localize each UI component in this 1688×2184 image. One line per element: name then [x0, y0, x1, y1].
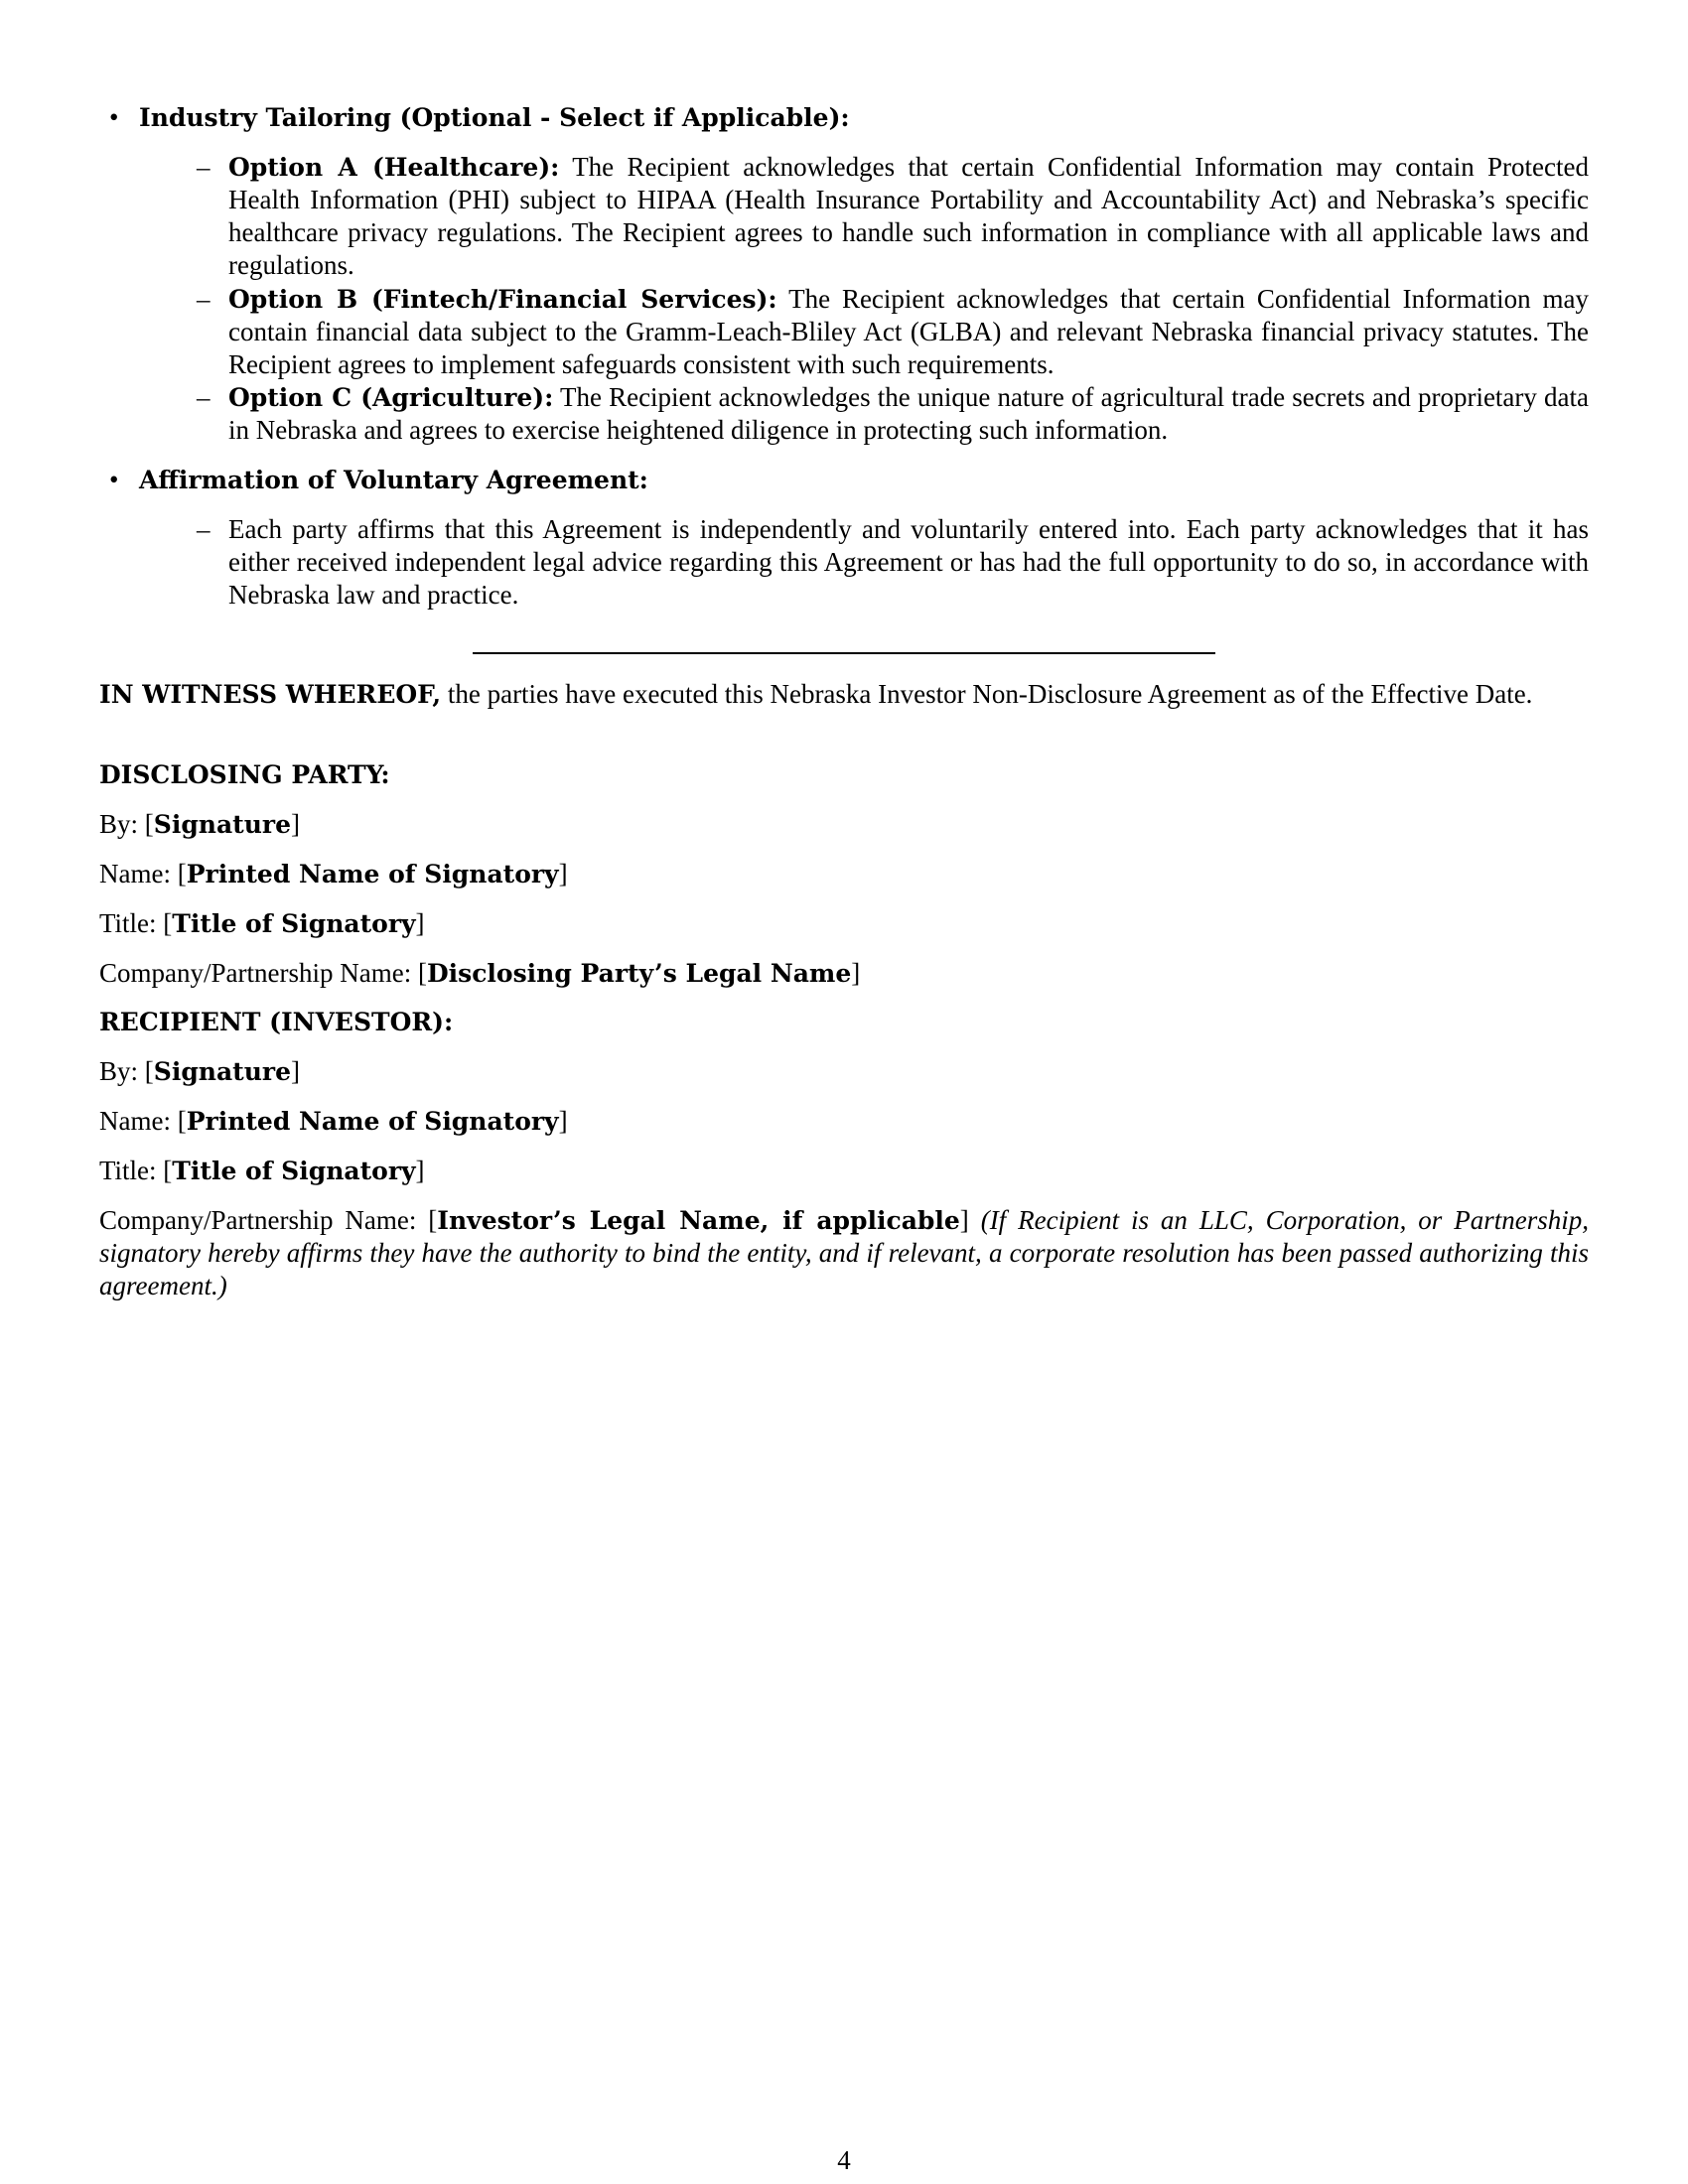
- page-number: 4: [837, 2145, 851, 2175]
- recipient-heading: [99, 1006, 1589, 1038]
- by-label: By:: [99, 1056, 139, 1086]
- dash-marker: –: [197, 284, 211, 314]
- witness-text: the parties have executed this Nebraska Investor Non-Disclosure Agreement as of the Effective Date.: [447, 679, 1533, 709]
- affirmation-subitem: [197, 513, 1589, 612]
- recipient-by-line: By: [Signature]: [99, 1056, 300, 1086]
- authority-note: (If Recipient is an LLC, Corporation, or Partnership, signatory hereby affirms they have the authority to bind the entity, and if relevant, a corporate resolution has been passed authorizing this agreement.): [99, 1205, 1589, 1300]
- title-label: Title:: [99, 908, 157, 938]
- option-c-item: [197, 381, 1589, 447]
- bullet-marker: •: [109, 102, 119, 132]
- witness-lead: IN WITNESS WHEREOF,: [99, 680, 442, 709]
- name-label: Name:: [99, 859, 171, 888]
- company-label: Company/Partnership Name:: [99, 1205, 417, 1235]
- affirmation-heading: Affirmation of Voluntary Agreement:: [139, 466, 648, 494]
- name-label: Name:: [99, 1106, 171, 1136]
- recipient-company-line: Company/Partnership Name: [Investor’s Legal Name, if applicable] (If Recipient is an LLC, Corporation, or Partnership, signatory hereby affirms they have the authority to bind the entity, and if relevant, a corporate resolution has been passed authorizing this agreement.): [99, 1205, 1589, 1300]
- title-placeholder: Title of Signatory: [172, 1157, 416, 1185]
- option-b-item: [197, 283, 1590, 381]
- section-divider: [473, 652, 1215, 654]
- company-placeholder: Disclosing Party’s Legal Name: [426, 959, 852, 988]
- title-placeholder: Title of Signatory: [172, 909, 416, 938]
- dash-marker: –: [197, 382, 211, 412]
- witness-paragraph: [99, 678, 1589, 711]
- by-label: By:: [99, 809, 139, 839]
- dash-marker: –: [197, 152, 211, 182]
- disclosing-company-line: Company/Partnership Name: [Disclosing Party’s Legal Name]: [99, 958, 861, 988]
- option-c-text: The Recipient acknowledges the unique nature of agricultural trade secrets and proprietary data in Nebraska and agrees to exercise heightened diligence in protecting such information.: [228, 382, 1589, 445]
- disclosing-title-line: Title: [Title of Signatory]: [99, 908, 425, 938]
- option-a-text: The Recipient acknowledges that certain Confidential Information may contain Protected Health Information (PHI) subject to HIPAA (Health Insurance Portability and Accountability Act) and Nebraska’s specific healthcare privacy regulations. The Recipient agrees to handle such information in compliance with all applicable laws and regulations.: [228, 152, 1589, 280]
- company-placeholder: Investor’s Legal Name, if applicable: [437, 1206, 960, 1235]
- dash-marker: –: [197, 514, 211, 544]
- company-label: Company/Partnership Name:: [99, 958, 412, 988]
- recipient-heading-text: RECIPIENT (INVESTOR):: [99, 1008, 454, 1036]
- industry-tailoring-item: [109, 101, 1589, 134]
- option-c-label: Option C (Agriculture):: [228, 383, 554, 412]
- signature-placeholder: Signature: [153, 810, 291, 839]
- option-a-item: [197, 151, 1589, 282]
- recipient-title-line: Title: [Title of Signatory]: [99, 1156, 425, 1185]
- option-b-text: The Recipient acknowledges that certain Confidential Information may contain financial data subject to the Gramm-Leach-Bliley Act (GLBA) and relevant Nebraska financial privacy statutes. The Recipient agrees to implement safeguards consistent with such requirements.: [228, 284, 1590, 379]
- industry-tailoring-heading: Industry Tailoring (Optional - Select if Applicable):: [139, 103, 850, 132]
- title-label: Title:: [99, 1156, 157, 1185]
- affirmation-item: [109, 464, 1589, 496]
- option-a-label: Option A (Healthcare):: [228, 153, 560, 182]
- recipient-name-line: Name: [Printed Name of Signatory]: [99, 1106, 568, 1136]
- printed-name-placeholder: Printed Name of Signatory: [186, 1107, 559, 1136]
- disclosing-party-heading: [99, 758, 1589, 791]
- bullet-marker: •: [109, 465, 119, 494]
- printed-name-placeholder: Printed Name of Signatory: [186, 860, 559, 888]
- signature-placeholder: Signature: [153, 1057, 291, 1086]
- option-b-label: Option B (Fintech/Financial Services):: [228, 285, 777, 314]
- disclosing-by-line: By: [Signature]: [99, 809, 300, 839]
- affirmation-text: Each party affirms that this Agreement is independently and voluntarily entered into. Each party acknowledges that it has either received independent legal advice regarding this Agreement or has had the full opportunity to do so, in accordance with Nebraska law and practice.: [228, 514, 1589, 610]
- disclosing-name-line: Name: [Printed Name of Signatory]: [99, 859, 568, 888]
- disclosing-heading-text: DISCLOSING PARTY:: [99, 760, 390, 789]
